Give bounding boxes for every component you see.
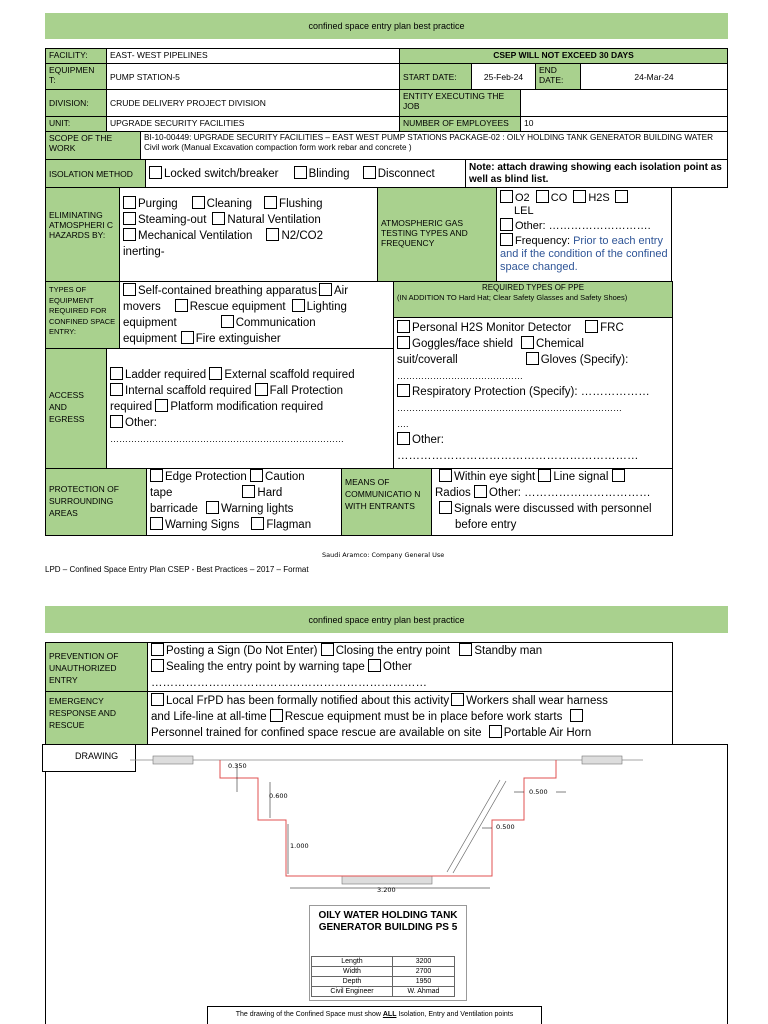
- prevention-other-text: Other ………………………………………………………………: [151, 661, 427, 689]
- line-signal-text: Line signal: [553, 471, 609, 483]
- protection-label: PROTECTION OF SURROUNDING AREAS: [45, 468, 147, 536]
- h2s-text: H2S: [588, 192, 610, 204]
- engineer-label: Civil Engineer: [312, 987, 393, 997]
- lighting-equipment-text: equipment: [123, 317, 177, 329]
- frequency-note: Prior to each entry and if the condition of the confined space changed.: [500, 235, 668, 273]
- closing-entry-text: Closing the entry point: [335, 645, 451, 657]
- o2-text: O2: [515, 192, 530, 204]
- ppe-title: REQUIRED TYPES OF PPE: [481, 283, 585, 292]
- tape-text: tape: [150, 487, 173, 499]
- ground-block-left: [153, 756, 193, 764]
- isolation-label: ISOLATION METHOD: [45, 159, 146, 188]
- isolation-note: Note: attach drawing showing each isolation point as well as blind list.: [465, 159, 728, 188]
- access-egress-label: ACCESS AND EGRESS: [45, 348, 107, 469]
- disconnect-text: Disconnect: [377, 168, 435, 180]
- drawing-note-pre: The drawing of the Confined Space must show: [235, 1011, 381, 1018]
- dim-500a: 0.500: [529, 788, 548, 796]
- dim-600: 0.600: [269, 792, 288, 800]
- mechanical-ventilation-text: Mechanical Ventilation: [138, 230, 253, 242]
- inerting-text: inerting-: [123, 246, 165, 258]
- access-other-line: ……………………………………………………………………: [110, 434, 344, 444]
- signals-text: Signals were discussed with personnel: [454, 503, 652, 515]
- frequency-text: Frequency:: [515, 235, 571, 247]
- workers-harness-text: Workers shall wear harness: [466, 695, 608, 707]
- flagman-text: Flagman: [266, 519, 312, 531]
- scope-label: SCOPE OF THE WORK: [45, 131, 141, 160]
- fall-protection-text: Fall Protection: [269, 385, 344, 397]
- width-label: Width: [312, 967, 393, 977]
- start-date-value: 25-Feb-24: [471, 63, 536, 90]
- end-date-value: 24-Mar-24: [580, 63, 728, 90]
- frc-text: FRC: [600, 322, 624, 334]
- before-entry-text: before entry: [455, 519, 517, 531]
- employees-label: NUMBER OF EMPLOYEES: [399, 116, 521, 132]
- table-row: [312, 987, 455, 997]
- goggles-text: Goggles/face shield: [412, 338, 514, 350]
- eye-sight-text: Within eye sight: [454, 471, 536, 483]
- floor-block: [342, 876, 432, 884]
- footer-company: Saudi Aramco: Company General Use: [322, 551, 445, 559]
- ground-block-right: [582, 756, 622, 764]
- lighting-text: Lighting: [306, 301, 347, 313]
- dim-3200: 3.200: [377, 886, 396, 894]
- drawing-note: [207, 1006, 542, 1024]
- table-row: [312, 977, 455, 987]
- cleaning-text: Cleaning: [206, 198, 253, 210]
- edge-protection-text: Edge Protection: [165, 471, 247, 483]
- caution-text: Caution: [265, 471, 305, 483]
- trained-personnel-text: Personnel trained for confined space rescue are available on site: [151, 727, 482, 739]
- required-text: required: [110, 401, 153, 413]
- communication-text: Communication: [235, 317, 316, 329]
- ppe-other-text: Other: ………………………………………………………: [397, 434, 639, 462]
- steaming-text: Steaming-out: [138, 214, 207, 226]
- hard-text: Hard: [257, 487, 283, 499]
- table-row: [312, 967, 455, 977]
- communication-equipment-text: equipment: [123, 333, 177, 345]
- movers-text: movers: [123, 301, 161, 313]
- scope-value: BI-10-00449: UPGRADE SECURITY FACILITIES – EAST WEST PUMP STATIONS PACKAGE-02 : OILY HOLDING TANK GENERATOR BUILDING WATER Civil work (Manual Excavation compaction form work rebar and concrete ): [140, 131, 728, 160]
- equipment-value: PUMP STATION-5: [106, 63, 400, 90]
- eliminating-label: ELIMINATING ATMOSPHERI C HAZARDS BY:: [45, 187, 120, 282]
- depth-value: 1950: [392, 977, 454, 987]
- excavation-profile: [220, 760, 556, 876]
- lifeline-text: and Life-line at all-time: [151, 711, 267, 723]
- dim-500b: 0.500: [496, 823, 515, 831]
- gloves-line: ……………………………………: [397, 371, 523, 381]
- footer-document: LPD – Confined Space Entry Plan CSEP - Best Practices – 2017 – Format: [45, 565, 309, 574]
- width-value: 2700: [392, 967, 454, 977]
- local-frpd-text: Local FrPD has been formally notified about this activity: [166, 695, 450, 707]
- rescue-equipment-text: Rescue equipment: [189, 301, 286, 313]
- prevention-label: PREVENTION OF UNAUTHORIZED ENTRY: [45, 642, 148, 692]
- flushing-text: Flushing: [279, 198, 323, 210]
- employees-value: 10: [520, 116, 728, 132]
- dim-350: 0.350: [228, 762, 247, 770]
- sealing-tape-text: Sealing the entry point by warning tape: [166, 661, 365, 673]
- external-scaffold-text: External scaffold required: [224, 369, 355, 381]
- page2-banner-text: confined space entry plan best practice: [308, 614, 465, 625]
- air-text: Air: [334, 285, 349, 297]
- facility-label: FACILITY:: [45, 48, 107, 64]
- respiratory-line: …………………………………………………………………: [397, 403, 622, 413]
- banner-text: confined space entry plan best practice: [308, 21, 465, 31]
- entity-label: ENTITY EXECUTING THE JOB: [399, 89, 521, 117]
- lel-text: LEL: [514, 205, 534, 217]
- start-date-label: START DATE:: [399, 63, 472, 90]
- ppe-subtitle: (IN ADDITION TO Hard Hat; Clear Safety Glasses and Safety Shoes): [397, 292, 628, 302]
- dim-1000: 1.000: [290, 842, 309, 850]
- radios-text: Radios: [435, 487, 471, 499]
- barricade-text: barricade: [150, 503, 198, 515]
- division-label: DIVISION:: [45, 89, 107, 117]
- length-label: Length: [312, 957, 393, 967]
- gloves-text: Gloves (Specify):: [540, 354, 629, 366]
- warning-lights-text: Warning lights: [220, 503, 294, 515]
- means-communication-label: MEANS OF COMMUNICATIO N WITH ENTRANTS: [341, 468, 432, 536]
- table-row: [312, 957, 455, 967]
- chemical-text: Chemical: [536, 338, 584, 350]
- facility-value: EAST- WEST PIPELINES: [106, 48, 400, 64]
- warning-signs-text: Warning Signs: [165, 519, 240, 531]
- length-value: 3200: [392, 957, 454, 967]
- unit-label: UNIT:: [45, 116, 107, 132]
- equipment-label: EQUIPMEN T:: [45, 63, 107, 90]
- equipment-types-label: TYPES OF EQUIPMENT REQUIRED FOR CONFINED SPACE ENTRY:: [45, 281, 120, 349]
- gas-testing-label: ATMOSPHERIC GAS TESTING TYPES AND FREQUENCY: [377, 187, 497, 282]
- fire-extinguisher-text: Fire extinguisher: [195, 333, 281, 345]
- unit-value: UPGRADE SECURITY FACILITIES: [106, 116, 400, 132]
- ladder-text: Ladder required: [125, 369, 207, 381]
- division-value: CRUDE DELIVERY PROJECT DIVISION: [106, 89, 400, 117]
- standby-man-text: Standby man: [474, 645, 543, 657]
- platform-modification-text: Platform modification required: [170, 401, 324, 413]
- suit-coverall-text: suit/coverall: [397, 354, 458, 366]
- drawing-note-bold: ALL: [382, 1011, 397, 1018]
- engineer-value: W. Ahmad: [392, 987, 454, 997]
- tank-dimensions-table: [311, 956, 455, 997]
- n2-co2-text: N2/CO2: [281, 230, 323, 242]
- co-text: CO: [550, 192, 568, 204]
- drawing-note-post: Isolation, Entry and Ventilation points: [398, 1011, 514, 1018]
- tank-title-block: [309, 905, 467, 1001]
- air-horn-text: Portable Air Horn: [503, 727, 592, 739]
- purging-text: Purging: [138, 198, 178, 210]
- rescue-equipment-place-text: Rescue equipment must be in place before work starts: [284, 711, 563, 723]
- scba-text: Self-contained breathing apparatus: [138, 285, 318, 297]
- csep-duration-note: CSEP WILL NOT EXCEED 30 DAYS: [399, 48, 728, 64]
- respiratory-line-end: ….: [397, 419, 409, 429]
- access-other-text: Other:: [125, 417, 157, 429]
- blinding-text: Blinding: [308, 168, 350, 180]
- emergency-label: EMERGENCY RESPONSE AND RESCUE: [45, 691, 148, 745]
- tank-title: OILY WATER HOLDING TANK GENERATOR BUILDING PS 5: [318, 910, 458, 933]
- depth-label: Depth: [312, 977, 393, 987]
- drawing-label: DRAWING: [42, 744, 136, 772]
- posting-sign-text: Posting a Sign (Do Not Enter): [166, 645, 318, 657]
- internal-scaffold-text: Internal scaffold required: [125, 385, 252, 397]
- end-date-label: END DATE:: [535, 63, 581, 90]
- comm-other-text: Other: ……………………………: [489, 487, 651, 499]
- h2s-monitor-text: Personal H2S Monitor Detector: [412, 322, 572, 334]
- natural-ventilation-text: Natural Ventilation: [227, 214, 321, 226]
- respiratory-text: Respiratory Protection (Specify): ………………: [412, 386, 650, 398]
- gas-other-text: Other: ……………………….: [515, 220, 651, 232]
- locked-switch-text: Locked switch/breaker: [164, 168, 279, 180]
